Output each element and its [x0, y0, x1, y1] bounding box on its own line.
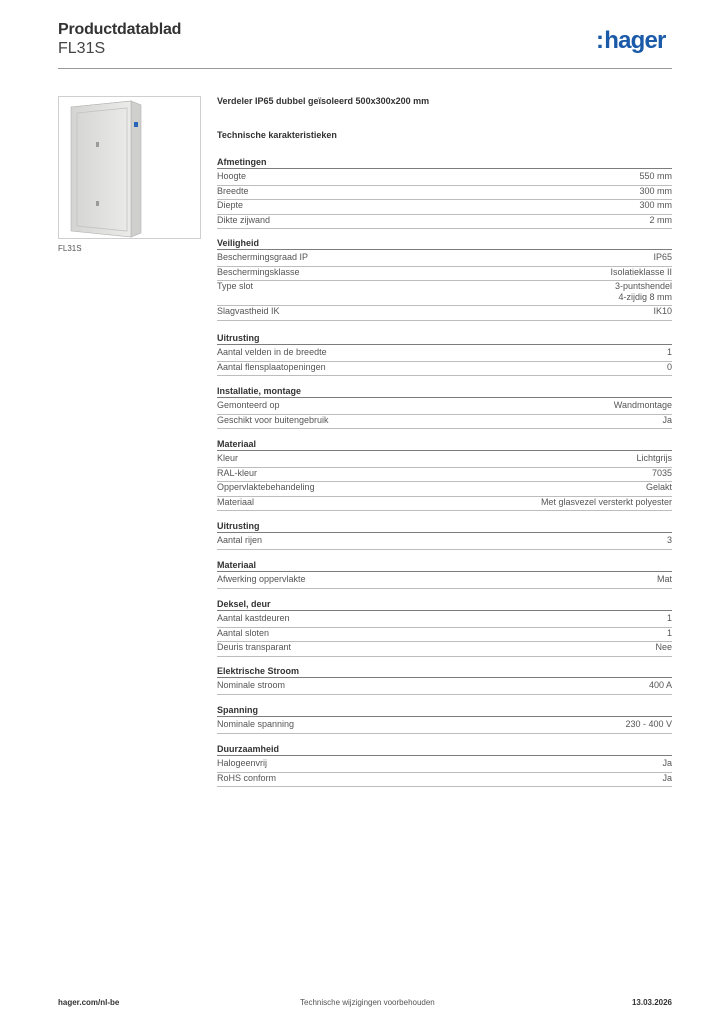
spec-label: Materiaal	[217, 496, 255, 507]
spec-row	[217, 680, 672, 695]
hager-logo	[596, 27, 666, 55]
spec-value: 230 - 400 V	[625, 719, 672, 729]
section-heading: Veiligheid	[217, 237, 672, 250]
section-heading: Materiaal	[217, 559, 672, 572]
spec-label: Slagvastheid IK	[217, 306, 280, 316]
spec-label: Nominale stroom	[217, 680, 286, 690]
image-caption: FL31S	[58, 244, 82, 253]
spec-row	[217, 186, 672, 201]
spec-label: Dikte zijwand	[217, 214, 271, 225]
footer-date: 13.03.2026	[631, 998, 672, 1007]
product-image	[58, 96, 201, 239]
page-title: Productdatablad	[58, 21, 182, 38]
spec-label: Hoogte	[217, 171, 247, 181]
spec-row	[217, 773, 672, 788]
spec-value: 1	[666, 613, 672, 623]
spec-value-line2: 4-zijdig 8 mm	[618, 292, 672, 302]
spec-row	[217, 400, 672, 415]
spec-label: Afwerking oppervlakte	[217, 574, 306, 584]
spec-label: RoHS conform	[217, 772, 277, 783]
section-heading: Materiaal	[217, 438, 672, 451]
spec-value: 1	[666, 347, 672, 357]
spec-row	[217, 719, 672, 734]
spec-row	[217, 215, 672, 230]
logo-text: hager	[604, 27, 666, 54]
section-heading: Uitrusting	[217, 332, 672, 345]
section-heading: Elektrische Stroom	[217, 665, 672, 678]
spec-value: 550 mm	[639, 171, 672, 181]
spec-value: Wandmontage	[613, 400, 672, 410]
spec-row	[217, 574, 672, 589]
spec-row	[217, 281, 672, 306]
spec-row	[217, 453, 672, 468]
spec-label: Type slot	[217, 281, 254, 291]
section-heading: Deksel, deur	[217, 598, 672, 611]
section-heading: Afmetingen	[217, 156, 672, 169]
spec-label: Aantal kastdeuren	[217, 613, 290, 623]
enclosure-cabinet-icon	[59, 97, 200, 238]
spec-value: Lichtgrijs	[636, 453, 672, 463]
spec-row	[217, 468, 672, 483]
product-title: Verdeler IP65 dubbel geïsoleerd 500x300x200 mm	[217, 96, 430, 106]
spec-label: Aantal flensplaatopeningen	[217, 361, 326, 372]
logo-colon-icon: :	[596, 27, 604, 54]
spec-value: Gelakt	[645, 482, 672, 492]
spec-value: 1	[666, 627, 672, 638]
spec-row	[217, 252, 672, 267]
spec-value: IK10	[653, 306, 672, 316]
spec-value: Mat	[656, 574, 672, 584]
spec-label: Aantal sloten	[217, 627, 270, 638]
spec-row	[217, 758, 672, 773]
spec-row	[217, 171, 672, 186]
tech-title: Technische karakteristieken	[217, 130, 337, 140]
spec-value: Ja	[662, 414, 672, 425]
section-heading: Installatie, montage	[217, 385, 672, 398]
spec-row	[217, 535, 672, 550]
spec-row	[217, 613, 672, 628]
spec-label: Geschikt voor buitengebruik	[217, 414, 329, 425]
spec-row	[217, 267, 672, 282]
spec-label: Deuris transparant	[217, 642, 292, 652]
spec-label: Nominale spanning	[217, 719, 295, 729]
footer-disclaimer: Technische wijzigingen voorbehouden	[300, 998, 435, 1007]
spec-label: Aantal velden in de breedte	[217, 347, 327, 357]
spec-value: Ja	[662, 772, 672, 783]
section-heading: Spanning	[217, 704, 672, 717]
spec-row	[217, 362, 672, 377]
spec-row	[217, 482, 672, 497]
spec-value: 3-puntshendel	[614, 281, 672, 291]
spec-value: 300 mm	[639, 200, 672, 210]
spec-label: Breedte	[217, 185, 249, 196]
spec-row	[217, 306, 672, 321]
spec-row	[217, 628, 672, 643]
spec-value: 7035	[651, 467, 672, 478]
spec-label: Beschermingsgraad IP	[217, 252, 309, 262]
spec-label: Kleur	[217, 453, 239, 463]
spec-value: 3	[666, 535, 672, 545]
section-heading: Duurzaamheid	[217, 743, 672, 756]
spec-label: Halogeenvrij	[217, 758, 268, 768]
spec-row	[217, 497, 672, 512]
header-divider	[58, 68, 672, 69]
spec-row	[217, 347, 672, 362]
spec-value: 300 mm	[639, 185, 672, 196]
spec-label: Gemonteerd op	[217, 400, 280, 410]
spec-value: 0	[666, 361, 672, 372]
spec-value: Met glasvezel versterkt polyester	[540, 496, 672, 507]
spec-value: 400 A	[648, 680, 672, 690]
spec-value: IP65	[653, 252, 672, 262]
spec-value: 2 mm	[649, 214, 672, 225]
spec-label: Aantal rijen	[217, 535, 263, 545]
spec-value: Ja	[662, 758, 672, 768]
spec-label: RAL-kleur	[217, 467, 258, 478]
spec-row	[217, 200, 672, 215]
spec-value: Isolatieklasse II	[610, 266, 672, 277]
spec-label: Oppervlaktebehandeling	[217, 482, 315, 492]
footer-website: hager.com/nl-be	[58, 998, 120, 1007]
spec-label: Beschermingsklasse	[217, 266, 300, 277]
spec-label: Diepte	[217, 200, 244, 210]
spec-row	[217, 415, 672, 430]
spec-row	[217, 642, 672, 657]
section-heading: Uitrusting	[217, 520, 672, 533]
spec-value: Nee	[655, 642, 672, 652]
product-code: FL31S	[58, 40, 106, 57]
